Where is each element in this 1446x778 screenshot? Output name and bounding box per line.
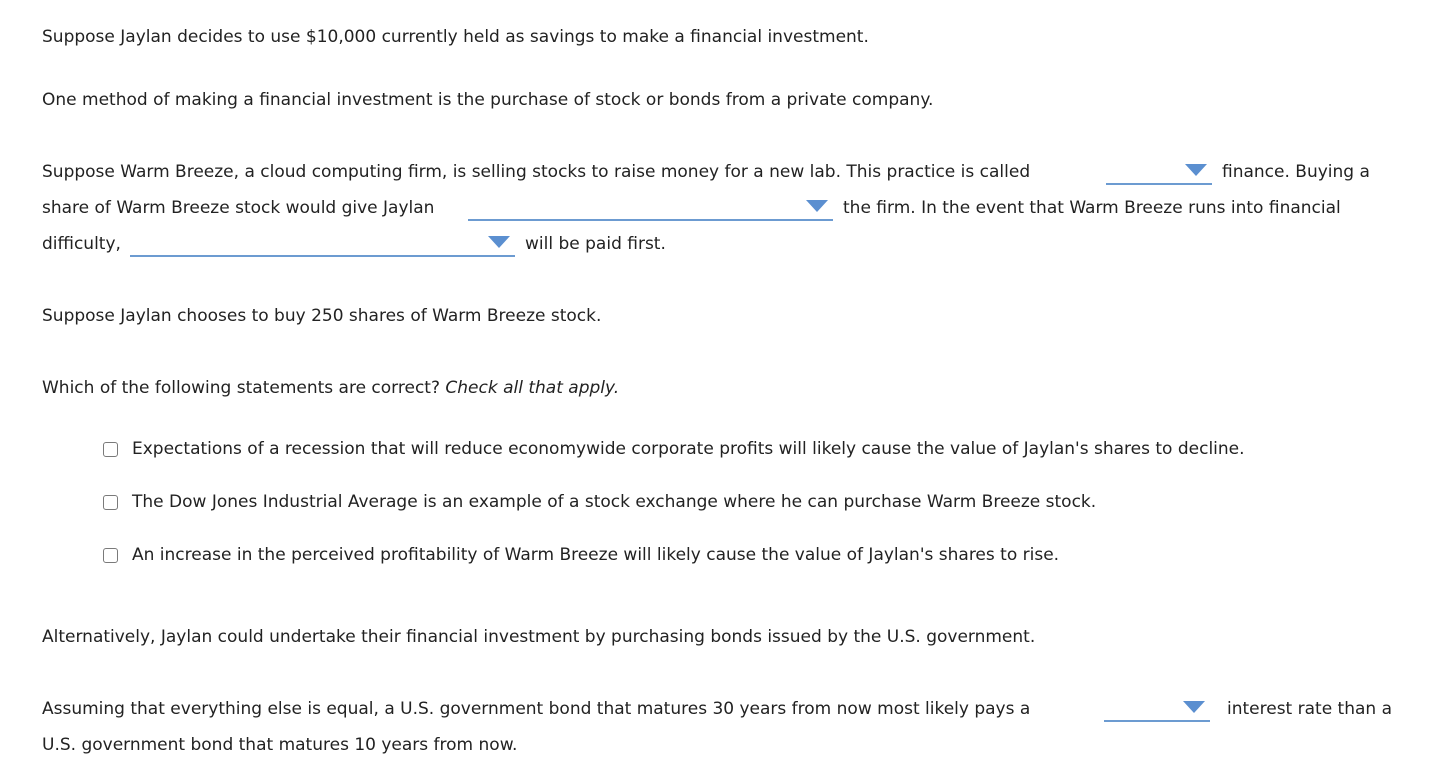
stock-line-3-after: will be paid first. — [525, 234, 666, 254]
bonds-paragraph: Alternatively, Jaylan could undertake their financial investment by purchasing bonds issued by the U.S. government. — [42, 627, 1036, 647]
question-instruction: Check all that apply. — [445, 378, 620, 398]
stock-line-1-text: Suppose Warm Breeze, a cloud computing firm, is selling stocks to raise money for a new lab. This practice is called — [42, 162, 1031, 182]
paid-first-dropdown[interactable] — [130, 231, 515, 257]
chevron-down-icon — [1185, 164, 1207, 176]
intro-paragraph-2: One method of making a financial investment is the purchase of stock or bonds from a private company. — [42, 90, 934, 110]
checkbox[interactable] — [103, 442, 118, 457]
stock-line-2-text: share of Warm Breeze stock would give Jaylan — [42, 198, 435, 218]
option-label: Expectations of a recession that will reduce economywide corporate profits will likely cause the value of Jaylan's shares to decline. — [132, 439, 1245, 459]
checkbox[interactable] — [103, 495, 118, 510]
shares-paragraph: Suppose Jaylan chooses to buy 250 shares of Warm Breeze stock. — [42, 306, 602, 326]
intro-paragraph-1: Suppose Jaylan decides to use $10,000 currently held as savings to make a financial investment. — [42, 27, 869, 47]
interest-rate-dropdown[interactable] — [1104, 696, 1210, 722]
chevron-down-icon — [1183, 701, 1205, 713]
question-prompt-text: Which of the following statements are correct? — [42, 378, 440, 398]
option-label: The Dow Jones Industrial Average is an example of a stock exchange where he can purchase Warm Breeze stock. — [132, 492, 1097, 512]
checkbox[interactable] — [103, 548, 118, 563]
bonds-line-2-text: U.S. government bond that matures 10 years from now. — [42, 735, 518, 755]
chevron-down-icon — [488, 236, 510, 248]
question-prompt — [42, 377, 619, 399]
chevron-down-icon — [806, 200, 828, 212]
bonds-line-1-after: interest rate than a — [1227, 699, 1393, 719]
stock-line-2-after: the firm. In the event that Warm Breeze runs into financial — [843, 198, 1341, 218]
option-recession[interactable] — [103, 438, 1245, 460]
finance-type-dropdown[interactable] — [1106, 159, 1212, 185]
bonds-line-1-text: Assuming that everything else is equal, a U.S. government bond that matures 30 years from now most likely pays a — [42, 699, 1031, 719]
option-profitability[interactable] — [103, 544, 1059, 566]
stock-line-3-text: difficulty, — [42, 234, 121, 254]
ownership-dropdown[interactable] — [468, 195, 833, 221]
option-label: An increase in the perceived profitability of Warm Breeze will likely cause the value of Jaylan's shares to rise. — [132, 545, 1060, 565]
stock-line-1-after: finance. Buying a — [1222, 162, 1370, 182]
option-dow-jones[interactable] — [103, 491, 1096, 513]
